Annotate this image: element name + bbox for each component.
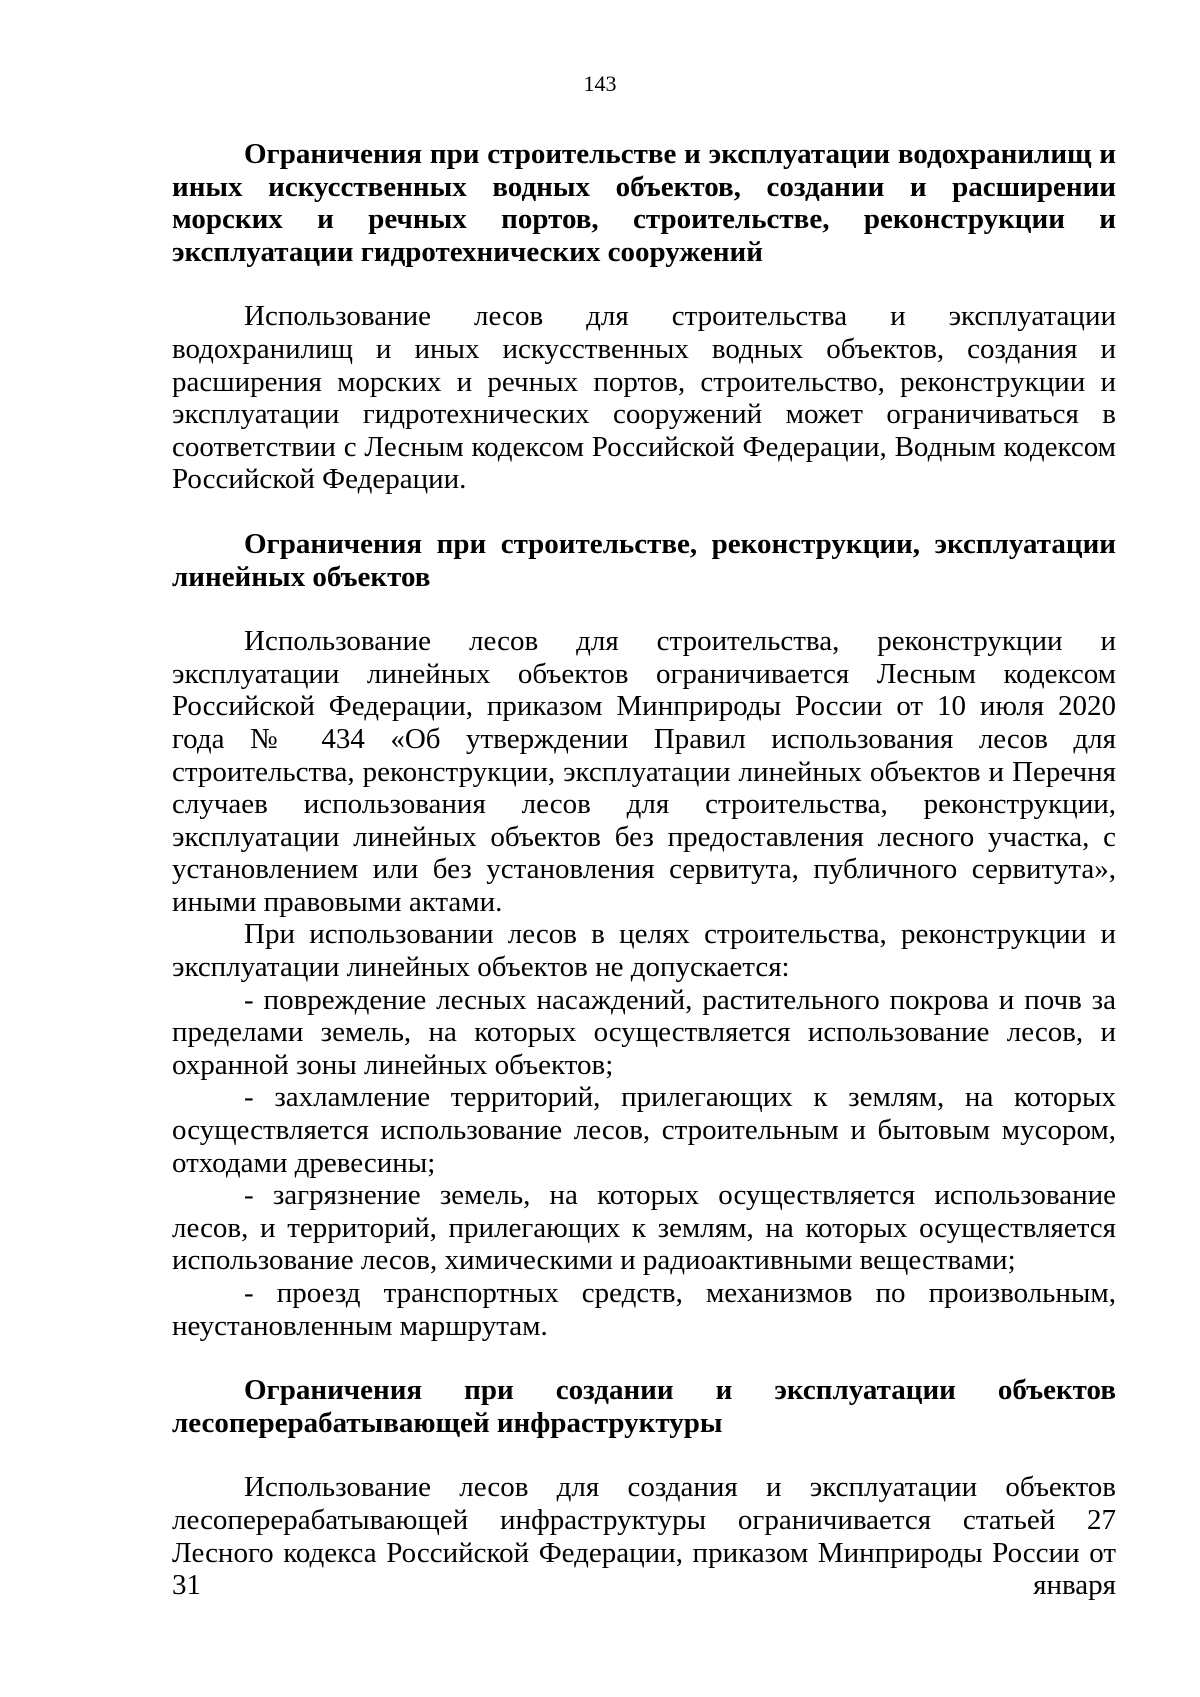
section-heading: Ограничения при строительстве, реконструкции, эксплуатации линейных объектов — [172, 527, 1116, 593]
list-item: - проезд транспортных средств, механизмов по произвольным, неустановленным маршрутам. — [172, 1277, 1116, 1342]
paragraph: Использование лесов для создания и эксплуатации объектов лесоперерабатывающей инфраструктуры ограничивается статьей 27 Лесного кодекса Российской Федерации, приказом Минприроды России от 31 января — [172, 1471, 1116, 1602]
paragraph: Использование лесов для строительства, реконструкции и эксплуатации линейных объектов ограничивается Лесным кодексом Российской Федерации, приказом Минприроды России от 10 июля 2020 года № 434 «Об утверждении Правил использования лесов для строительства, реконструкции, эксплуатации линейных объектов и Перечня случаев использования лесов для строительства, реконструкции, эксплуатации линейных объектов без предоставления лесного участка, с установлением или без установления сервитута, публичного сервитута», иными правовыми актами. — [172, 625, 1116, 918]
list-item: - захламление территорий, прилегающих к землям, на которых осуществляется использование лесов, строительным и бытовым мусором, отходами древесины; — [172, 1081, 1116, 1179]
section-heading: Ограничения при строительстве и эксплуатации водохранилищ и иных искусственных водных объектов, создании и расширении морских и речных портов, строительстве, реконструкции и эксплуатации гидротехнических сооружений — [172, 138, 1116, 268]
section-heading: Ограничения при создании и эксплуатации объектов лесоперерабатывающей инфраструктуры — [172, 1374, 1116, 1439]
paragraph: При использовании лесов в целях строительства, реконструкции и эксплуатации линейных объектов не допускается: — [172, 918, 1116, 984]
page-number: 143 — [583, 71, 617, 96]
list-item: - повреждение лесных насаждений, растительного покрова и почв за пределами земель, на которых осуществляется использование лесов, и охранной зоны линейных объектов; — [172, 983, 1116, 1081]
page-content — [172, 138, 1116, 1602]
list-item: - загрязнение земель, на которых осуществляется использование лесов, и территорий, прилегающих к землям, на которых осуществляется использование лесов, химическими и радиоактивными веществами; — [172, 1179, 1116, 1277]
paragraph: Использование лесов для строительства и эксплуатации водохранилищ и иных искусственных водных объектов, создания и расширения морских и речных портов, строительство, реконструкции и эксплуатации гидротехнических сооружений может ограничиваться в соответствии с Лесным кодексом Российской Федерации, Водным кодексом Российской Федерации. — [172, 300, 1116, 496]
